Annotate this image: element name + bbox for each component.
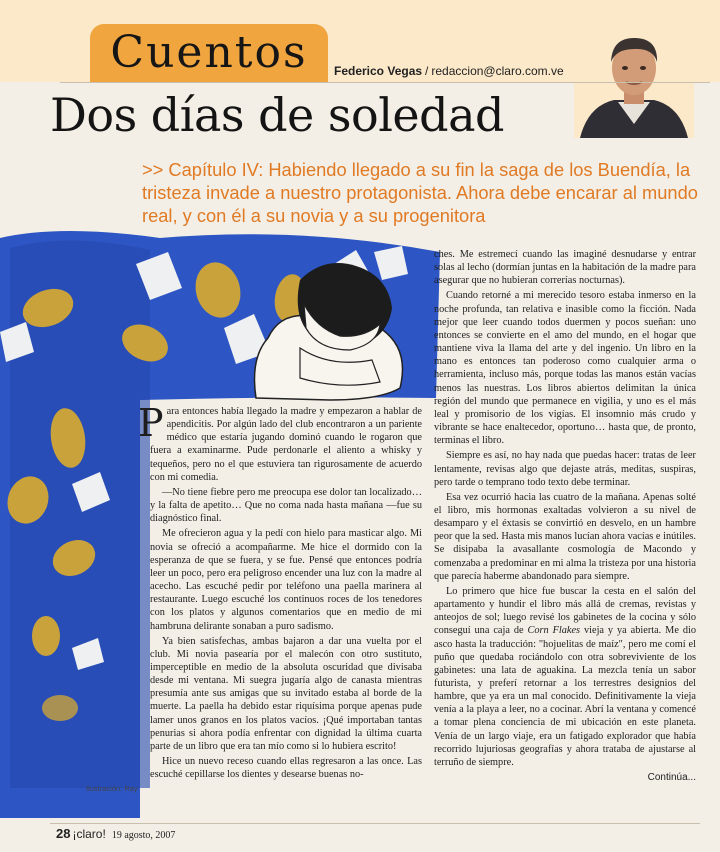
paragraph: Hice un nuevo receso cuando ellas regresaron a las once. Las escuché cepillarse los dientes y desearse buenas no- [150,756,422,781]
brand-name: Corn Flakes [527,625,581,637]
magazine-name: ¡claro! [72,827,106,841]
paragraph: Lo primero que hice fue buscar la cesta en el salón del apartamento y hundir el libro más allá de cremas, revistas y anteojos de sol; luego revisé los gabinetes de la cocina y sólo conseguí una caja de Corn Flakes vieja y ya abierta. Me dio asco hasta la traducción: "hojuelitas de maíz", pero me comí el puño que quedaba rociándolo con otra sobreviviente de los gabinetes: una lata de aguakina. La mezcla tenía un sabor futurista, y preferí retornar a los terrestres designios del hambre, que ya era un mal conocido. Definitivamente la vieja venía a la playa a leer, no a cocinar. Abrí la ventana y comencé a tomar plena conciencia de mi ubicación en este planeta. Venía de un largo viaje, era un fatigado explorador que había recorrido lujuriosas geografías y ahora trataba de ajustarse al terruño de siempre. [434,585,697,768]
author-email: redaccion@claro.com.ve [431,64,564,78]
author-portrait [574,28,694,138]
paragraph: Me ofrecieron agua y la pedí con hielo para masticar algo. Mi novia se ofreció a acompañarme. Me hice el dormido con la esperanza de que se fuera, y se fue. Pensé que entonces podría leer un poco, pero era peligroso encender una luz con la madre al acecho. Las escuché pedir por teléfono una paella marinera al restaurante. Luego escuché los continuos roces de los tenedores con los platos y algunos comentarios que en medio de mi hambruna delirante sonaban a puro sadismo. [150,528,422,632]
article-column-left [138,401,422,781]
illustration-credit: Ilustración: Ray [86,784,138,793]
footer-rule [50,823,700,824]
section-tab [90,24,328,82]
drop-cap: P [138,401,164,445]
author-name: Federico Vegas [334,64,423,78]
article-column-right [434,248,696,784]
paragraph: Cuando retorné a mi merecido tesoro estaba inmerso en la noche profunda, tan relativa e inasible como la ficción. Nada mejor que leer cuando todos duermen y pocos sueñan: uno entonces se convierte en el amo del mundo, en el hogar que mantiene viva la llama del arte y del ingenio. Un libro en la mano es entonces tan poderoso como cualquier arma o herramienta, incluso más, porque todas las manos están vacías menos las nuestras. Los libros abiertos delimitan la única región del mundo que permanece en vigilia, y uno es el más leal y promisorio de los vigías. El insomnio más crudo y vibrante se hace enaltecedor, oportuno… hasta que, de pronto, terminas el libro. [434,290,696,447]
header-rule [60,82,710,83]
article-title: Dos días de soledad [50,88,504,142]
paragraph: —No tiene fiebre pero me preocupa ese dolor tan localizado… y la falta de apetito… Que no coma nada hasta mañana —fue su diagnóstico final. [150,486,422,525]
page-number: 28 [56,826,71,841]
article-deck: >> Capítulo IV: Habiendo llegado a su fin la saga de los Buendía, la tristeza invade a nuestro protagonista. Ahora debe encarar al mundo real, y con él a su novia y a su progenitora [142,159,698,226]
paragraph: Ya bien satisfechas, ambas bajaron a dar una vuelta por el club. Mi novia pasearía por el malecón con otro sustituto, imperceptible en medio de la absoluta oscuridad que divisaba desde mi ventana. Mi suegra jugaría algo de canasta mientras presumía ante sus amigas que su invitado estaba al borde de la muerte. La paella ha debido estar riquísima porque apenas pude lamer unos granos en los platos vacíos. ¡Qué importaban tantas penurias si ahora podía enfrentar con dignidad la última cuarta parte de un libro que era tan mío como si lo hubiera escrito! [150,635,422,752]
paragraph: Esa vez ocurrió hacia las cuatro de la mañana. Apenas solté el libro, mis hormonas exaltadas volvieron a su nivel de desamparo y el éxtasis se convirtió en desvelo, en un hambre peor que la sed. Hasta mis manos lucían ahora vacías e inútiles. Se disipaba la avasallante cosmología de Macondo y comenzaba a predominar en mi alma la tristeza por una historia que parecía haberme abandonado para siempre. [434,491,696,582]
page-footer [56,826,175,841]
issue-date: 19 agosto, 2007 [111,830,176,841]
byline: Federico Vegas / redaccion@claro.com.ve [334,64,564,78]
paragraph: Para entonces había llegado la madre y empezaron a hablar de apendicitis. Por algún lado del club encontraron a un pariente médico que estaría jugando dominó cuando le rogaron que fuera a examinarme. Pude perdonarle el aliento a whisky y tequeños, pero no el que estuviera tan rigurosamente de acuerdo con mi comedia. [138,401,422,483]
paragraph: Siempre es así, no hay nada que puedas hacer: tratas de leer lentamente, revisas algo que dejaste atrás, meditas, suspiras, pero tarde o temprano todo texto debe terminar. [434,450,696,488]
section-label: Cuentos [110,27,308,78]
paragraph: ches. Me estremecí cuando las imaginé desnudarse y entrar solas al lecho (dormían juntas en la habitación de la madre para asegurar que no hubieran correrías nocturnas). [434,249,696,287]
continued-marker: Continúa... [647,772,696,784]
